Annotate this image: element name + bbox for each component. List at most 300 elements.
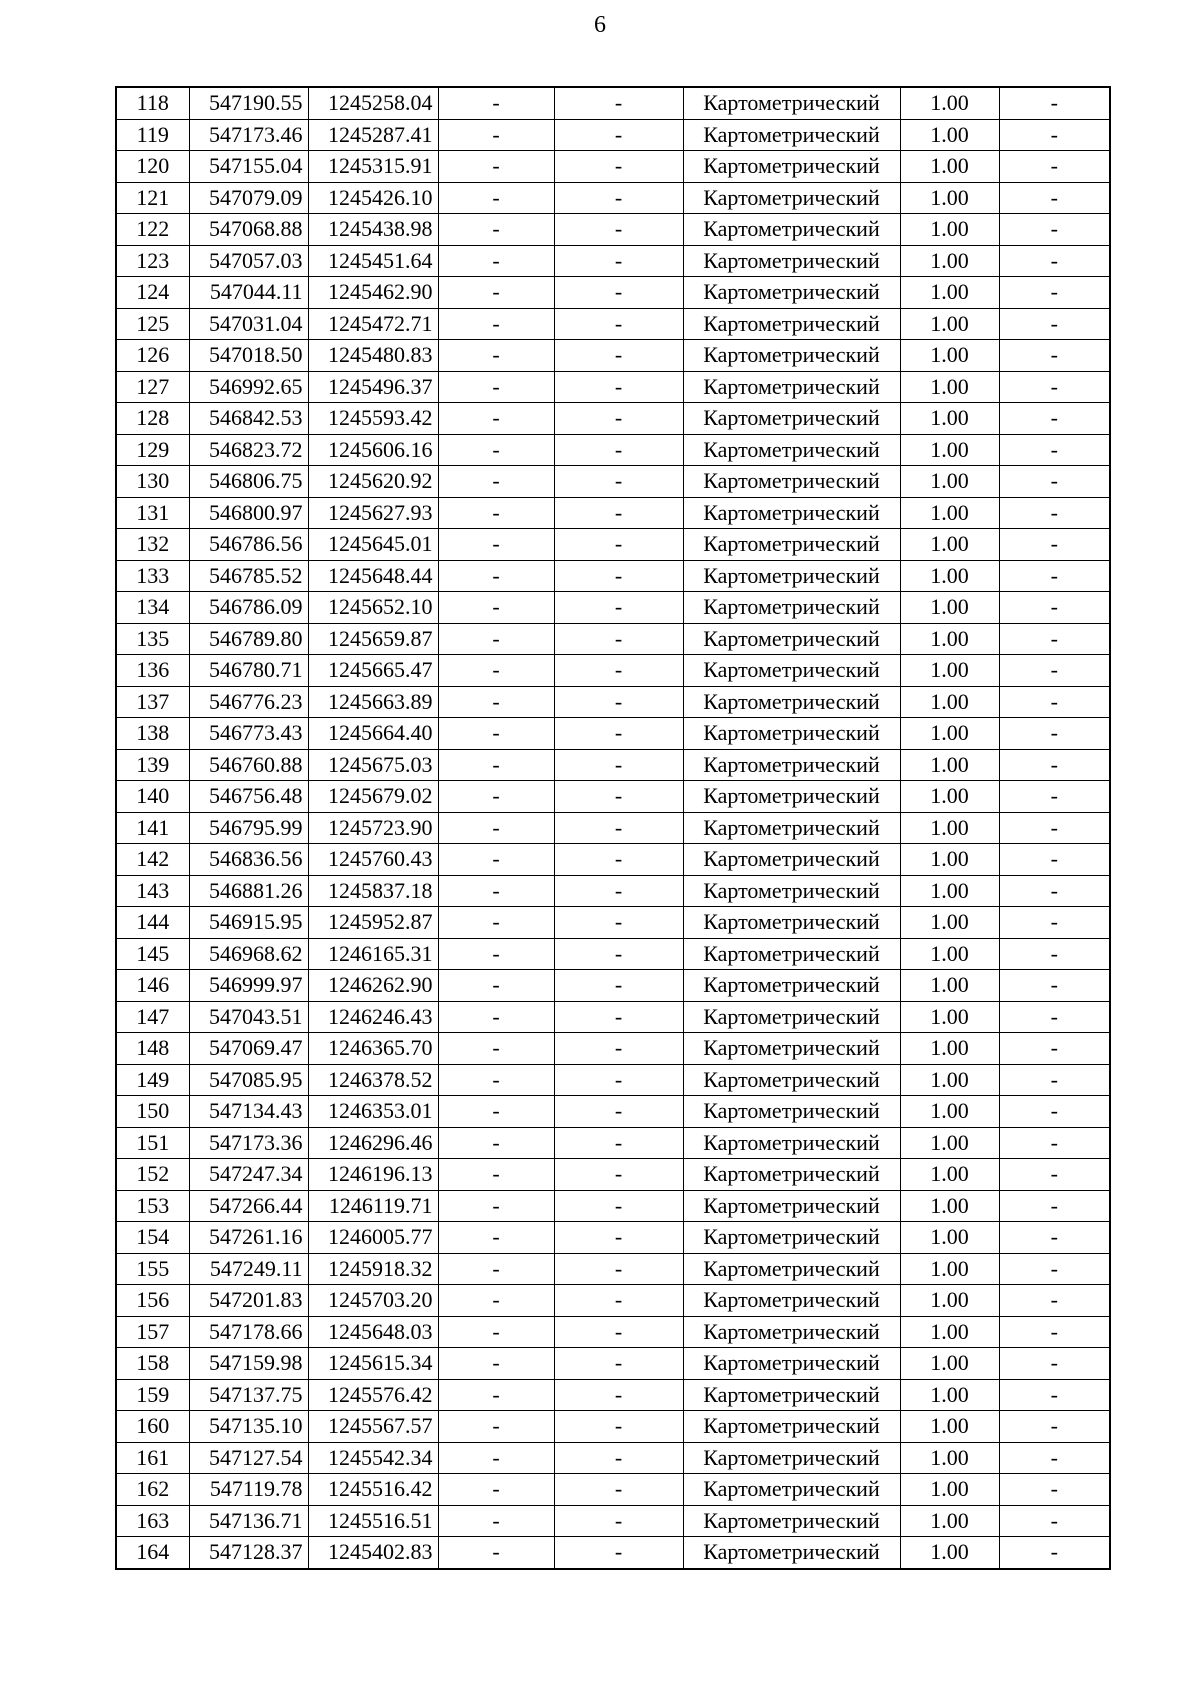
x-coordinate-cell: 547079.09 [189, 182, 308, 214]
point-number-cell: 130 [116, 466, 189, 498]
dash-cell-1: - [438, 812, 554, 844]
method-cell: Картометрический [683, 1064, 900, 1096]
x-coordinate-cell: 547266.44 [189, 1190, 308, 1222]
table-row [116, 434, 1110, 466]
x-coordinate-cell: 547173.46 [189, 119, 308, 151]
table-row [116, 686, 1110, 718]
method-cell: Картометрический [683, 529, 900, 561]
dash-cell-3: - [999, 938, 1110, 970]
point-number-cell: 158 [116, 1348, 189, 1380]
x-coordinate-cell: 546786.09 [189, 592, 308, 624]
dash-cell-1: - [438, 718, 554, 750]
dash-cell-2: - [554, 781, 683, 813]
accuracy-cell: 1.00 [900, 970, 999, 1002]
dash-cell-3: - [999, 214, 1110, 246]
dash-cell-3: - [999, 718, 1110, 750]
point-number-cell: 146 [116, 970, 189, 1002]
table-row [116, 749, 1110, 781]
table-row [116, 875, 1110, 907]
method-cell: Картометрический [683, 1411, 900, 1443]
method-cell: Картометрический [683, 466, 900, 498]
point-number-cell: 155 [116, 1253, 189, 1285]
y-coordinate-cell: 1245652.10 [308, 592, 438, 624]
dash-cell-1: - [438, 970, 554, 1002]
point-number-cell: 137 [116, 686, 189, 718]
y-coordinate-cell: 1245593.42 [308, 403, 438, 435]
method-cell: Картометрический [683, 87, 900, 119]
dash-cell-2: - [554, 151, 683, 183]
dash-cell-3: - [999, 466, 1110, 498]
x-coordinate-cell: 546789.80 [189, 623, 308, 655]
method-cell: Картометрический [683, 182, 900, 214]
dash-cell-2: - [554, 434, 683, 466]
dash-cell-1: - [438, 844, 554, 876]
y-coordinate-cell: 1245567.57 [308, 1411, 438, 1443]
x-coordinate-cell: 546760.88 [189, 749, 308, 781]
x-coordinate-cell: 546806.75 [189, 466, 308, 498]
method-cell: Картометрический [683, 1379, 900, 1411]
accuracy-cell: 1.00 [900, 308, 999, 340]
point-number-cell: 154 [116, 1222, 189, 1254]
dash-cell-2: - [554, 718, 683, 750]
method-cell: Картометрический [683, 623, 900, 655]
table-row [116, 1190, 1110, 1222]
table-row [116, 781, 1110, 813]
dash-cell-1: - [438, 277, 554, 309]
x-coordinate-cell: 547043.51 [189, 1001, 308, 1033]
table-row [116, 1064, 1110, 1096]
dash-cell-1: - [438, 781, 554, 813]
dash-cell-3: - [999, 686, 1110, 718]
dash-cell-1: - [438, 1253, 554, 1285]
y-coordinate-cell: 1245664.40 [308, 718, 438, 750]
method-cell: Картометрический [683, 214, 900, 246]
x-coordinate-cell: 547069.47 [189, 1033, 308, 1065]
y-coordinate-cell: 1246246.43 [308, 1001, 438, 1033]
dash-cell-2: - [554, 119, 683, 151]
point-number-cell: 122 [116, 214, 189, 246]
table-row [116, 812, 1110, 844]
dash-cell-1: - [438, 87, 554, 119]
method-cell: Картометрический [683, 1159, 900, 1191]
dash-cell-2: - [554, 655, 683, 687]
coordinates-table [115, 86, 1111, 1570]
y-coordinate-cell: 1246196.13 [308, 1159, 438, 1191]
dash-cell-3: - [999, 1285, 1110, 1317]
y-coordinate-cell: 1245480.83 [308, 340, 438, 372]
x-coordinate-cell: 546795.99 [189, 812, 308, 844]
x-coordinate-cell: 547249.11 [189, 1253, 308, 1285]
table-row [116, 1033, 1110, 1065]
table-row [116, 151, 1110, 183]
table-row [116, 907, 1110, 939]
dash-cell-1: - [438, 1190, 554, 1222]
y-coordinate-cell: 1245426.10 [308, 182, 438, 214]
point-number-cell: 128 [116, 403, 189, 435]
x-coordinate-cell: 547261.16 [189, 1222, 308, 1254]
dash-cell-2: - [554, 1505, 683, 1537]
x-coordinate-cell: 547136.71 [189, 1505, 308, 1537]
y-coordinate-cell: 1246365.70 [308, 1033, 438, 1065]
y-coordinate-cell: 1245659.87 [308, 623, 438, 655]
y-coordinate-cell: 1245438.98 [308, 214, 438, 246]
dash-cell-1: - [438, 1316, 554, 1348]
method-cell: Картометрический [683, 1348, 900, 1380]
dash-cell-3: - [999, 812, 1110, 844]
dash-cell-2: - [554, 1001, 683, 1033]
table-row [116, 1348, 1110, 1380]
x-coordinate-cell: 547190.55 [189, 87, 308, 119]
y-coordinate-cell: 1245760.43 [308, 844, 438, 876]
dash-cell-3: - [999, 1379, 1110, 1411]
table-row [116, 1442, 1110, 1474]
y-coordinate-cell: 1245679.02 [308, 781, 438, 813]
dash-cell-3: - [999, 1127, 1110, 1159]
method-cell: Картометрический [683, 371, 900, 403]
dash-cell-2: - [554, 182, 683, 214]
dash-cell-2: - [554, 1064, 683, 1096]
x-coordinate-cell: 546968.62 [189, 938, 308, 970]
dash-cell-1: - [438, 497, 554, 529]
method-cell: Картометрический [683, 1285, 900, 1317]
y-coordinate-cell: 1246378.52 [308, 1064, 438, 1096]
y-coordinate-cell: 1245496.37 [308, 371, 438, 403]
x-coordinate-cell: 547137.75 [189, 1379, 308, 1411]
dash-cell-1: - [438, 1285, 554, 1317]
method-cell: Картометрический [683, 497, 900, 529]
y-coordinate-cell: 1246119.71 [308, 1190, 438, 1222]
dash-cell-2: - [554, 938, 683, 970]
point-number-cell: 125 [116, 308, 189, 340]
dash-cell-1: - [438, 875, 554, 907]
y-coordinate-cell: 1245723.90 [308, 812, 438, 844]
accuracy-cell: 1.00 [900, 1222, 999, 1254]
accuracy-cell: 1.00 [900, 1316, 999, 1348]
method-cell: Картометрический [683, 1442, 900, 1474]
table-row [116, 371, 1110, 403]
accuracy-cell: 1.00 [900, 1033, 999, 1065]
x-coordinate-cell: 547127.54 [189, 1442, 308, 1474]
dash-cell-1: - [438, 1379, 554, 1411]
y-coordinate-cell: 1245703.20 [308, 1285, 438, 1317]
x-coordinate-cell: 546786.56 [189, 529, 308, 561]
table-row [116, 497, 1110, 529]
method-cell: Картометрический [683, 875, 900, 907]
y-coordinate-cell: 1245287.41 [308, 119, 438, 151]
y-coordinate-cell: 1245627.93 [308, 497, 438, 529]
table-row [116, 340, 1110, 372]
dash-cell-3: - [999, 1190, 1110, 1222]
dash-cell-2: - [554, 371, 683, 403]
method-cell: Картометрический [683, 340, 900, 372]
dash-cell-1: - [438, 214, 554, 246]
accuracy-cell: 1.00 [900, 1379, 999, 1411]
dash-cell-2: - [554, 1379, 683, 1411]
accuracy-cell: 1.00 [900, 151, 999, 183]
x-coordinate-cell: 547159.98 [189, 1348, 308, 1380]
table-row [116, 592, 1110, 624]
dash-cell-1: - [438, 340, 554, 372]
dash-cell-1: - [438, 623, 554, 655]
x-coordinate-cell: 547085.95 [189, 1064, 308, 1096]
y-coordinate-cell: 1245472.71 [308, 308, 438, 340]
accuracy-cell: 1.00 [900, 434, 999, 466]
method-cell: Картометрический [683, 151, 900, 183]
method-cell: Картометрический [683, 245, 900, 277]
y-coordinate-cell: 1245451.64 [308, 245, 438, 277]
dash-cell-1: - [438, 434, 554, 466]
table-row [116, 277, 1110, 309]
accuracy-cell: 1.00 [900, 1537, 999, 1569]
dash-cell-1: - [438, 686, 554, 718]
dash-cell-1: - [438, 1096, 554, 1128]
method-cell: Картометрический [683, 655, 900, 687]
accuracy-cell: 1.00 [900, 1001, 999, 1033]
x-coordinate-cell: 547031.04 [189, 308, 308, 340]
point-number-cell: 160 [116, 1411, 189, 1443]
accuracy-cell: 1.00 [900, 1411, 999, 1443]
table-row [116, 1096, 1110, 1128]
dash-cell-2: - [554, 403, 683, 435]
dash-cell-2: - [554, 1316, 683, 1348]
dash-cell-1: - [438, 529, 554, 561]
method-cell: Картометрический [683, 718, 900, 750]
y-coordinate-cell: 1246165.31 [308, 938, 438, 970]
point-number-cell: 144 [116, 907, 189, 939]
dash-cell-2: - [554, 844, 683, 876]
dash-cell-3: - [999, 1505, 1110, 1537]
dash-cell-3: - [999, 119, 1110, 151]
point-number-cell: 164 [116, 1537, 189, 1569]
method-cell: Картометрический [683, 119, 900, 151]
y-coordinate-cell: 1246353.01 [308, 1096, 438, 1128]
table-row [116, 718, 1110, 750]
dash-cell-2: - [554, 749, 683, 781]
accuracy-cell: 1.00 [900, 844, 999, 876]
point-number-cell: 151 [116, 1127, 189, 1159]
y-coordinate-cell: 1245645.01 [308, 529, 438, 561]
point-number-cell: 133 [116, 560, 189, 592]
accuracy-cell: 1.00 [900, 1096, 999, 1128]
dash-cell-3: - [999, 245, 1110, 277]
accuracy-cell: 1.00 [900, 1127, 999, 1159]
method-cell: Картометрический [683, 1222, 900, 1254]
dash-cell-3: - [999, 592, 1110, 624]
x-coordinate-cell: 547068.88 [189, 214, 308, 246]
dash-cell-2: - [554, 529, 683, 561]
point-number-cell: 163 [116, 1505, 189, 1537]
point-number-cell: 121 [116, 182, 189, 214]
point-number-cell: 127 [116, 371, 189, 403]
x-coordinate-cell: 547173.36 [189, 1127, 308, 1159]
table-row [116, 655, 1110, 687]
accuracy-cell: 1.00 [900, 1190, 999, 1222]
point-number-cell: 156 [116, 1285, 189, 1317]
dash-cell-1: - [438, 1474, 554, 1506]
point-number-cell: 149 [116, 1064, 189, 1096]
x-coordinate-cell: 547134.43 [189, 1096, 308, 1128]
dash-cell-3: - [999, 1096, 1110, 1128]
dash-cell-2: - [554, 907, 683, 939]
point-number-cell: 118 [116, 87, 189, 119]
dash-cell-3: - [999, 1316, 1110, 1348]
accuracy-cell: 1.00 [900, 749, 999, 781]
y-coordinate-cell: 1246005.77 [308, 1222, 438, 1254]
method-cell: Картометрический [683, 1505, 900, 1537]
dash-cell-2: - [554, 560, 683, 592]
dash-cell-3: - [999, 623, 1110, 655]
dash-cell-1: - [438, 245, 554, 277]
dash-cell-3: - [999, 1253, 1110, 1285]
dash-cell-1: - [438, 151, 554, 183]
dash-cell-1: - [438, 182, 554, 214]
dash-cell-1: - [438, 1033, 554, 1065]
x-coordinate-cell: 546780.71 [189, 655, 308, 687]
dash-cell-3: - [999, 182, 1110, 214]
accuracy-cell: 1.00 [900, 497, 999, 529]
dash-cell-2: - [554, 1253, 683, 1285]
y-coordinate-cell: 1245918.32 [308, 1253, 438, 1285]
method-cell: Картометрический [683, 1474, 900, 1506]
dash-cell-2: - [554, 214, 683, 246]
dash-cell-2: - [554, 1222, 683, 1254]
dash-cell-3: - [999, 1348, 1110, 1380]
dash-cell-3: - [999, 371, 1110, 403]
point-number-cell: 147 [116, 1001, 189, 1033]
method-cell: Картометрический [683, 308, 900, 340]
table-row [116, 844, 1110, 876]
method-cell: Картометрический [683, 277, 900, 309]
x-coordinate-cell: 546999.97 [189, 970, 308, 1002]
y-coordinate-cell: 1245258.04 [308, 87, 438, 119]
y-coordinate-cell: 1245675.03 [308, 749, 438, 781]
y-coordinate-cell: 1245576.42 [308, 1379, 438, 1411]
accuracy-cell: 1.00 [900, 403, 999, 435]
x-coordinate-cell: 547119.78 [189, 1474, 308, 1506]
dash-cell-2: - [554, 592, 683, 624]
point-number-cell: 129 [116, 434, 189, 466]
y-coordinate-cell: 1245663.89 [308, 686, 438, 718]
y-coordinate-cell: 1246296.46 [308, 1127, 438, 1159]
accuracy-cell: 1.00 [900, 1159, 999, 1191]
x-coordinate-cell: 546881.26 [189, 875, 308, 907]
method-cell: Картометрический [683, 1127, 900, 1159]
point-number-cell: 157 [116, 1316, 189, 1348]
dash-cell-2: - [554, 1285, 683, 1317]
table-row [116, 1159, 1110, 1191]
point-number-cell: 140 [116, 781, 189, 813]
x-coordinate-cell: 546776.23 [189, 686, 308, 718]
point-number-cell: 139 [116, 749, 189, 781]
accuracy-cell: 1.00 [900, 718, 999, 750]
dash-cell-1: - [438, 1064, 554, 1096]
method-cell: Картометрический [683, 403, 900, 435]
dash-cell-2: - [554, 87, 683, 119]
dash-cell-1: - [438, 1442, 554, 1474]
point-number-cell: 120 [116, 151, 189, 183]
x-coordinate-cell: 546836.56 [189, 844, 308, 876]
table-row [116, 1222, 1110, 1254]
table-row [116, 245, 1110, 277]
method-cell: Картометрический [683, 844, 900, 876]
method-cell: Картометрический [683, 781, 900, 813]
table-row [116, 87, 1110, 119]
accuracy-cell: 1.00 [900, 938, 999, 970]
dash-cell-2: - [554, 623, 683, 655]
dash-cell-1: - [438, 371, 554, 403]
table-row [116, 1474, 1110, 1506]
dash-cell-3: - [999, 529, 1110, 561]
table-row [116, 1253, 1110, 1285]
dash-cell-1: - [438, 1505, 554, 1537]
accuracy-cell: 1.00 [900, 907, 999, 939]
accuracy-cell: 1.00 [900, 1505, 999, 1537]
method-cell: Картометрический [683, 1001, 900, 1033]
dash-cell-2: - [554, 970, 683, 1002]
x-coordinate-cell: 546842.53 [189, 403, 308, 435]
table-row [116, 1505, 1110, 1537]
dash-cell-3: - [999, 1411, 1110, 1443]
point-number-cell: 152 [116, 1159, 189, 1191]
dash-cell-3: - [999, 277, 1110, 309]
table-row [116, 214, 1110, 246]
y-coordinate-cell: 1245615.34 [308, 1348, 438, 1380]
x-coordinate-cell: 547044.11 [189, 277, 308, 309]
accuracy-cell: 1.00 [900, 875, 999, 907]
x-coordinate-cell: 547155.04 [189, 151, 308, 183]
dash-cell-1: - [438, 1411, 554, 1443]
table-row [116, 529, 1110, 561]
dash-cell-1: - [438, 907, 554, 939]
dash-cell-2: - [554, 1442, 683, 1474]
page-number: 6 [594, 12, 606, 38]
x-coordinate-cell: 547178.66 [189, 1316, 308, 1348]
dash-cell-3: - [999, 1222, 1110, 1254]
y-coordinate-cell: 1245516.42 [308, 1474, 438, 1506]
dash-cell-2: - [554, 1127, 683, 1159]
dash-cell-3: - [999, 340, 1110, 372]
table-row [116, 1411, 1110, 1443]
method-cell: Картометрический [683, 1096, 900, 1128]
dash-cell-3: - [999, 907, 1110, 939]
dash-cell-3: - [999, 87, 1110, 119]
dash-cell-3: - [999, 560, 1110, 592]
accuracy-cell: 1.00 [900, 371, 999, 403]
method-cell: Картометрический [683, 560, 900, 592]
point-number-cell: 134 [116, 592, 189, 624]
x-coordinate-cell: 546756.48 [189, 781, 308, 813]
dash-cell-1: - [438, 560, 554, 592]
accuracy-cell: 1.00 [900, 812, 999, 844]
dash-cell-2: - [554, 308, 683, 340]
accuracy-cell: 1.00 [900, 466, 999, 498]
y-coordinate-cell: 1246262.90 [308, 970, 438, 1002]
table-row [116, 466, 1110, 498]
method-cell: Картометрический [683, 686, 900, 718]
accuracy-cell: 1.00 [900, 277, 999, 309]
dash-cell-3: - [999, 403, 1110, 435]
point-number-cell: 131 [116, 497, 189, 529]
dash-cell-2: - [554, 875, 683, 907]
accuracy-cell: 1.00 [900, 214, 999, 246]
x-coordinate-cell: 546823.72 [189, 434, 308, 466]
dash-cell-2: - [554, 1348, 683, 1380]
dash-cell-2: - [554, 1159, 683, 1191]
y-coordinate-cell: 1245665.47 [308, 655, 438, 687]
table-row [116, 1285, 1110, 1317]
dash-cell-1: - [438, 466, 554, 498]
method-cell: Картометрический [683, 907, 900, 939]
